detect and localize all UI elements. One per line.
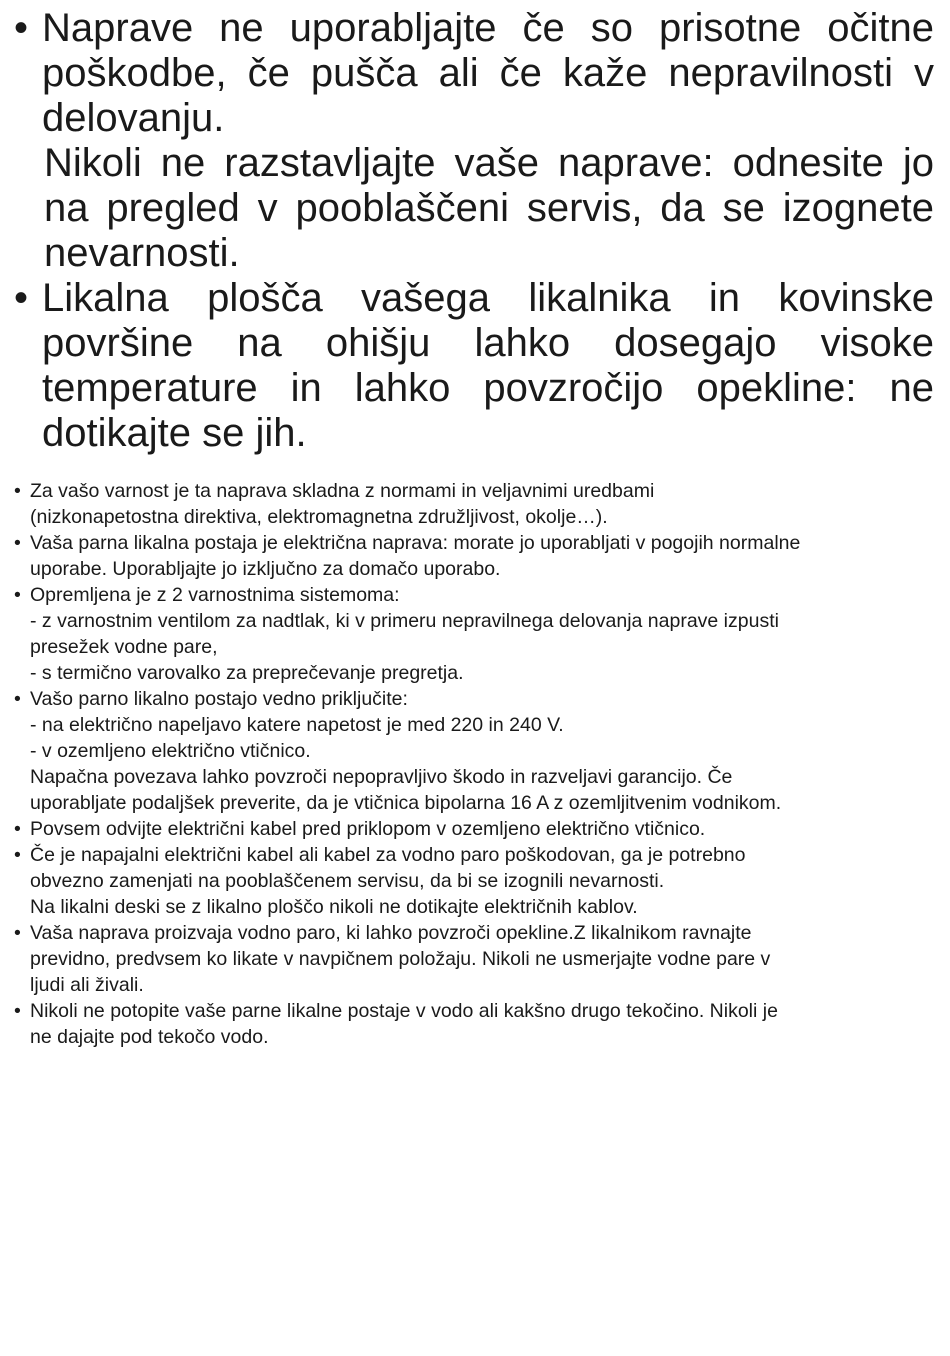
note-item [14, 816, 936, 842]
note-item [14, 842, 936, 920]
note-item [14, 530, 936, 582]
note-line: - z varnostnim ventilom za nadtlak, ki v primeru nepravilnega delovanja naprave izpusti [30, 610, 779, 632]
note-line: ljudi ali živali. [30, 974, 144, 996]
note-line: presežek vodne pare, [30, 636, 218, 658]
bullet-mark: • [14, 276, 29, 320]
note-line: - na električno napeljavo katere napetost je med 220 in 240 V. [30, 714, 564, 736]
note-line: Vaša naprava proizvaja vodno paro, ki lahko povzroči opekline.Z likalnikom ravnajte [30, 922, 752, 944]
warning-item [14, 6, 934, 276]
bullet-mark: • [14, 532, 21, 554]
bullet-mark: • [14, 1000, 21, 1022]
note-line: Opremljena je z 2 varnostnima sistemoma: [30, 584, 400, 606]
note-item [14, 998, 936, 1050]
bullet-mark: • [14, 688, 21, 710]
note-line: uporabljate podaljšek preverite, da je vtičnica bipolarna 16 A z ozemljitvenim vodnikom. [30, 792, 782, 814]
bullet-mark: • [14, 584, 21, 606]
safety-notes-small [14, 478, 936, 1050]
warning-paragraph: Likalna plošča vašega likalnika in kovinske površine na ohišju lahko dosegajo visoke temperature in lahko povzročijo opekline: ne dotikajte se jih. [42, 276, 934, 455]
note-line: Napačna povezava lahko povzroči nepopravljivo škodo in razveljavi garancijo. Če [30, 766, 733, 788]
note-line: ne dajajte pod tekočo vodo. [30, 1026, 269, 1048]
warning-paragraph: Nikoli ne razstavljajte vaše naprave: odnesite jo na pregled v pooblaščeni servis, da se izognete nevarnosti. [44, 141, 934, 275]
warning-item [14, 276, 934, 456]
note-item [14, 686, 936, 816]
bullet-mark: • [14, 818, 21, 840]
bullet-mark: • [14, 844, 21, 866]
bullet-mark: • [14, 6, 29, 50]
note-line: - v ozemljeno električno vtičnico. [30, 740, 311, 762]
note-line: Če je napajalni električni kabel ali kabel za vodno paro poškodovan, ga je potrebno [30, 844, 746, 866]
note-line: (nizkonapetostna direktiva, elektromagnetna združljivost, okolje…). [30, 506, 608, 528]
note-line: - s termično varovalko za preprečevanje pregretja. [30, 662, 464, 684]
note-item [14, 582, 936, 686]
note-item [14, 478, 936, 530]
bullet-mark: • [14, 922, 21, 944]
note-line: Vaša parna likalna postaja je električna naprava: morate jo uporabljati v pogojih normalne [30, 532, 801, 554]
note-line: Nikoli ne potopite vaše parne likalne postaje v vodo ali kakšno drugo tekočino. Nikoli je [30, 1000, 778, 1022]
note-line: uporabe. Uporabljajte jo izključno za domačo uporabo. [30, 558, 501, 580]
note-line: Za vašo varnost je ta naprava skladna z normami in veljavnimi uredbami [30, 480, 655, 502]
note-line: Na likalni deski se z likalno ploščo nikoli ne dotikajte električnih kablov. [30, 896, 638, 918]
warning-paragraph: Naprave ne uporabljajte če so prisotne očitne poškodbe, če pušča ali če kaže nepravilnosti v delovanju. [42, 6, 934, 140]
note-line: previdno, predvsem ko likate v navpičnem položaju. Nikoli ne usmerjajte vodne pare v [30, 948, 771, 970]
note-line: Vašo parno likalno postajo vedno priključite: [30, 688, 408, 710]
note-line: obvezno zamenjati na pooblaščenem servisu, da bi se izognili nevarnosti. [30, 870, 665, 892]
bullet-mark: • [14, 480, 21, 502]
safety-warnings-large [14, 6, 934, 456]
note-line: Povsem odvijte električni kabel pred priklopom v ozemljeno električno vtičnico. [30, 818, 706, 840]
note-item [14, 920, 936, 998]
